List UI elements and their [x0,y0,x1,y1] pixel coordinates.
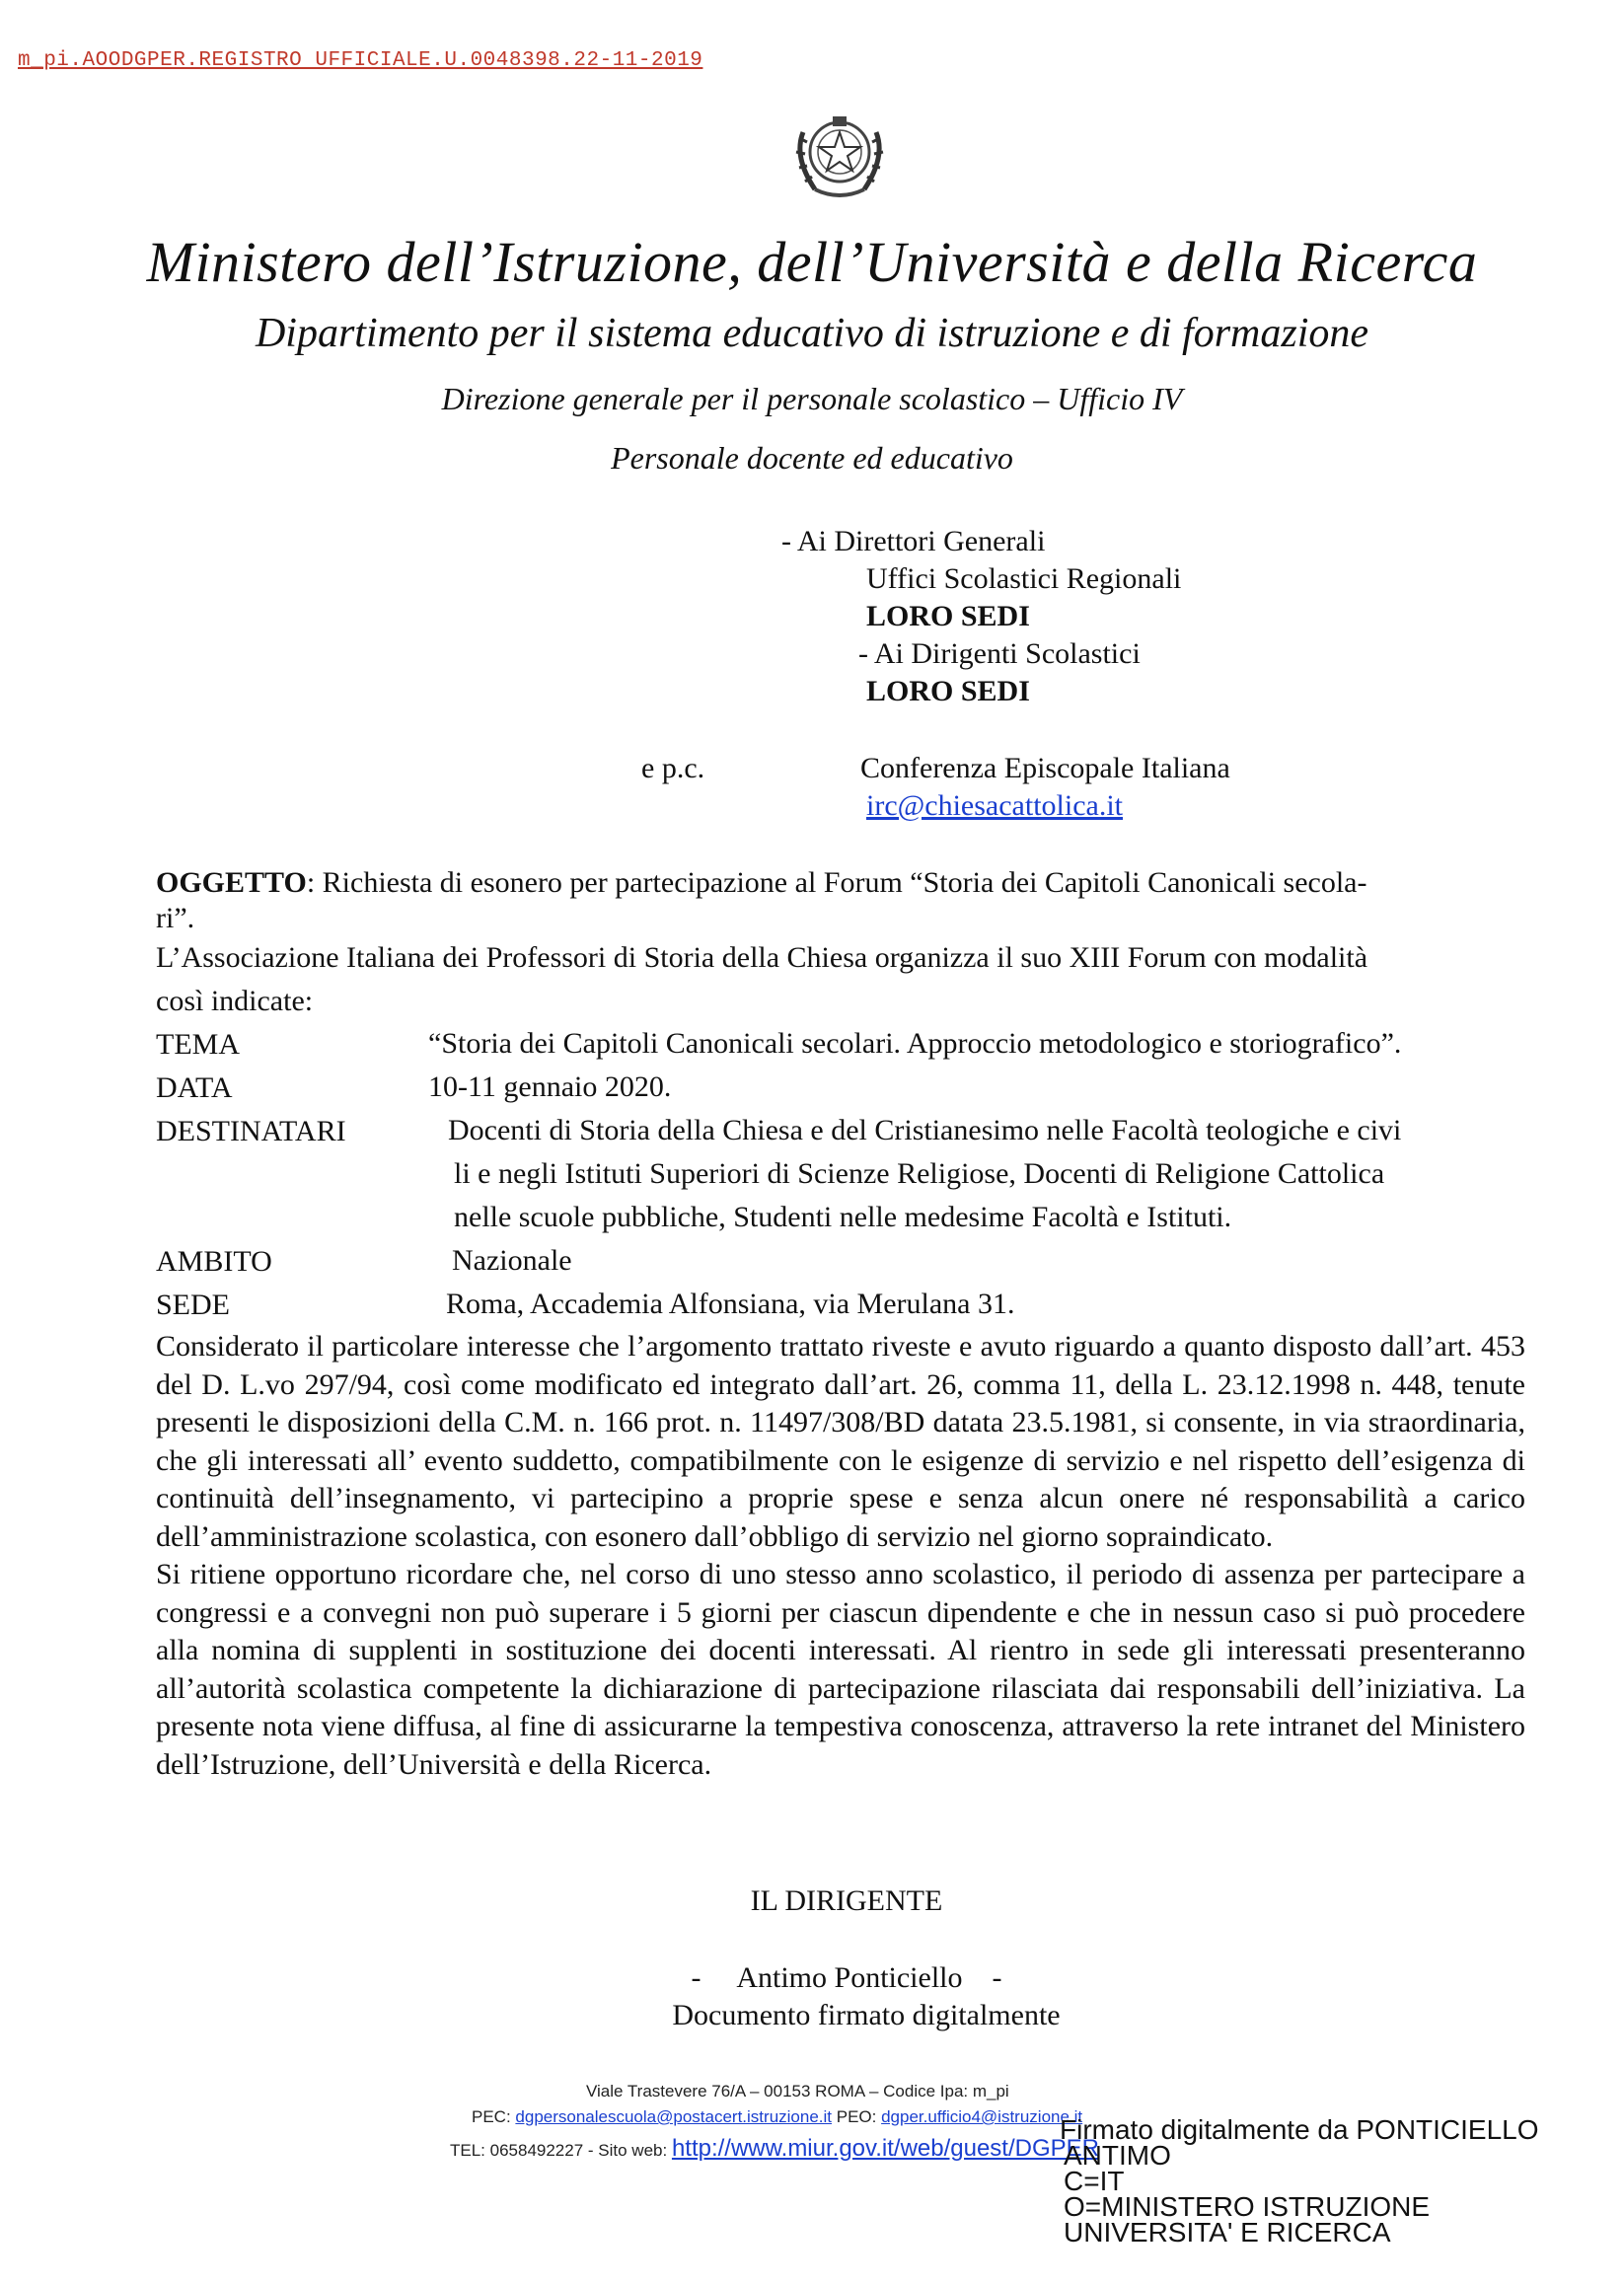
recipient-line-3: LORO SEDI [866,600,1030,632]
intro-line-2: così indicate: [156,985,314,1017]
body-paragraph-1: Considerato il particolare interesse che l’argomento trattato riveste e avuto riguardo a quanto disposto dall’art. 453 del D. L.vo 297/94, così come modificato ed integrato dall’art. 26, comma 11, della L. 23.12.1998 n. 448, tenute presenti le disposizioni della C.M. n. 166 prot. n. 11497/308/BD datata 23.5.1981, si consente, in via straordinaria, che gli interessati all’ evento suddetto, compatibilmente con le esigenze di servizio e nel rispetto dell’esigenza di continuità dell’insegnamento, vi partecipino a proprie spese e senza alcun onere né responsabilità a carico dell’amministrazione scolastica, con esonero dall’obbligo di servizio nel giorno sopraindicato. [156,1330,1525,1553]
digital-signature-line-2: ANTIMO [1064,2140,1171,2171]
recipient-line-2: Uffici Scolastici Regionali [866,562,1182,595]
data-label: DATA [156,1071,233,1104]
subject-line-2: ri”. [156,902,195,934]
tema-value: “Storia dei Capitoli Canonicali secolari. Approccio metodologico e storiografico”. [428,1027,1402,1060]
destinatari-label: DESTINATARI [156,1115,346,1147]
protocol-number: m_pi.AOODGPER.REGISTRO UFFICIALE.U.0048398.22-11-2019 [18,49,703,72]
digital-signature-line-1: Firmato digitalmente da PONTICIELLO [1060,2114,1539,2145]
ministry-title: Ministero dell’Istruzione, dell’Università e della Ricerca [146,230,1478,294]
pec-label: PEC: [472,2107,516,2126]
cc-label: e p.c. [641,752,705,784]
data-value: 10-11 gennaio 2020. [428,1070,672,1103]
footer-web [450,2135,1099,2163]
digital-signature-line-3: C=IT [1064,2166,1125,2196]
emblem-icon [785,103,894,205]
signer-name: - Antimo Ponticiello - [691,1961,1002,1994]
signed-note: Documento firmato digitalmente [672,1999,1061,2031]
recipient-line-5: LORO SEDI [866,675,1030,707]
destinatari-line-2: li e negli Istituti Superiori di Scienze Religiose, Docenti di Religione Cattolica [454,1157,1385,1190]
direction-title: Direzione generale per il personale scolastico – Ufficio IV [441,381,1183,416]
subject-label: OGGETTO [156,866,307,899]
sede-value: Roma, Accademia Alfonsiana, via Merulana 31. [446,1288,1015,1320]
peo-email-link[interactable]: dgper.ufficio4@istruzione.it [881,2107,1083,2126]
department-title: Dipartimento per il sistema educativo di istruzione e di formazione [255,311,1369,356]
peo-label: PEO: [832,2107,882,2126]
body-paragraph-2: Si ritiene opportuno ricordare che, nel corso di uno stesso anno scolastico, il periodo di assenza per partecipare a congressi e a convegni non può superare i 5 giorni per ciascun dipendente e che in nessun caso si può procedere alla nomina di supplenti in sostituzione dei docenti interessati. Al rientro in sede gli interessati presenteranno all’autorità scolastica competente la dichiarazione di partecipazione rilasciata dai responsabili dell’iniziativa. La presente nota viene diffusa, al fine di assicurarne la tempestiva conoscenza, attraverso la rete intranet del Ministero dell’Istruzione, dell’Università e della Ricerca. [156,1558,1525,1781]
destinatari-line-1: Docenti di Storia della Chiesa e del Cristianesimo nelle Facoltà teologiche e civi [448,1114,1402,1146]
sede-label: SEDE [156,1289,230,1321]
cc-email-link[interactable]: irc@chiesacattolica.it [866,789,1123,822]
recipient-line-1: - Ai Direttori Generali [781,525,1046,557]
tema-label: TEMA [156,1028,240,1061]
body-text [156,1328,1525,1784]
subject-text: : Richiesta di esonero per partecipazione al Forum “Storia dei Capitoli Canonicali secola- [306,866,1367,899]
subject-line-1 [156,864,1366,902]
ambito-label: AMBITO [156,1245,272,1278]
footer-contacts [472,2107,1082,2127]
pec-email-link[interactable]: dgpersonalescuola@postacert.istruzione.it [515,2107,833,2126]
ambito-value: Nazionale [452,1244,572,1277]
cc-name: Conferenza Episcopale Italiana [860,752,1230,784]
intro-line-1: L’Associazione Italiana dei Professori di Storia della Chiesa organizza il suo XIII Forum con modalità [156,941,1368,974]
website-link[interactable]: http://www.miur.gov.it/web/guest/DGPER [671,2135,1099,2162]
digital-signature-line-5: UNIVERSITA' E RICERCA [1064,2217,1391,2248]
digital-signature-line-4: O=MINISTERO ISTRUZIONE [1064,2191,1431,2222]
tel-label: TEL: 0658492227 - Sito web: [450,2141,672,2160]
recipient-line-4: - Ai Dirigenti Scolastici [858,637,1141,670]
footer-address: Viale Trastevere 76/A – 00153 ROMA – Codice Ipa: m_pi [586,2082,1009,2101]
personnel-title: Personale docente ed educativo [611,440,1013,476]
destinatari-line-3: nelle scuole pubbliche, Studenti nelle medesime Facoltà e Istituti. [454,1201,1232,1233]
closing-title: IL DIRIGENTE [750,1884,943,1917]
